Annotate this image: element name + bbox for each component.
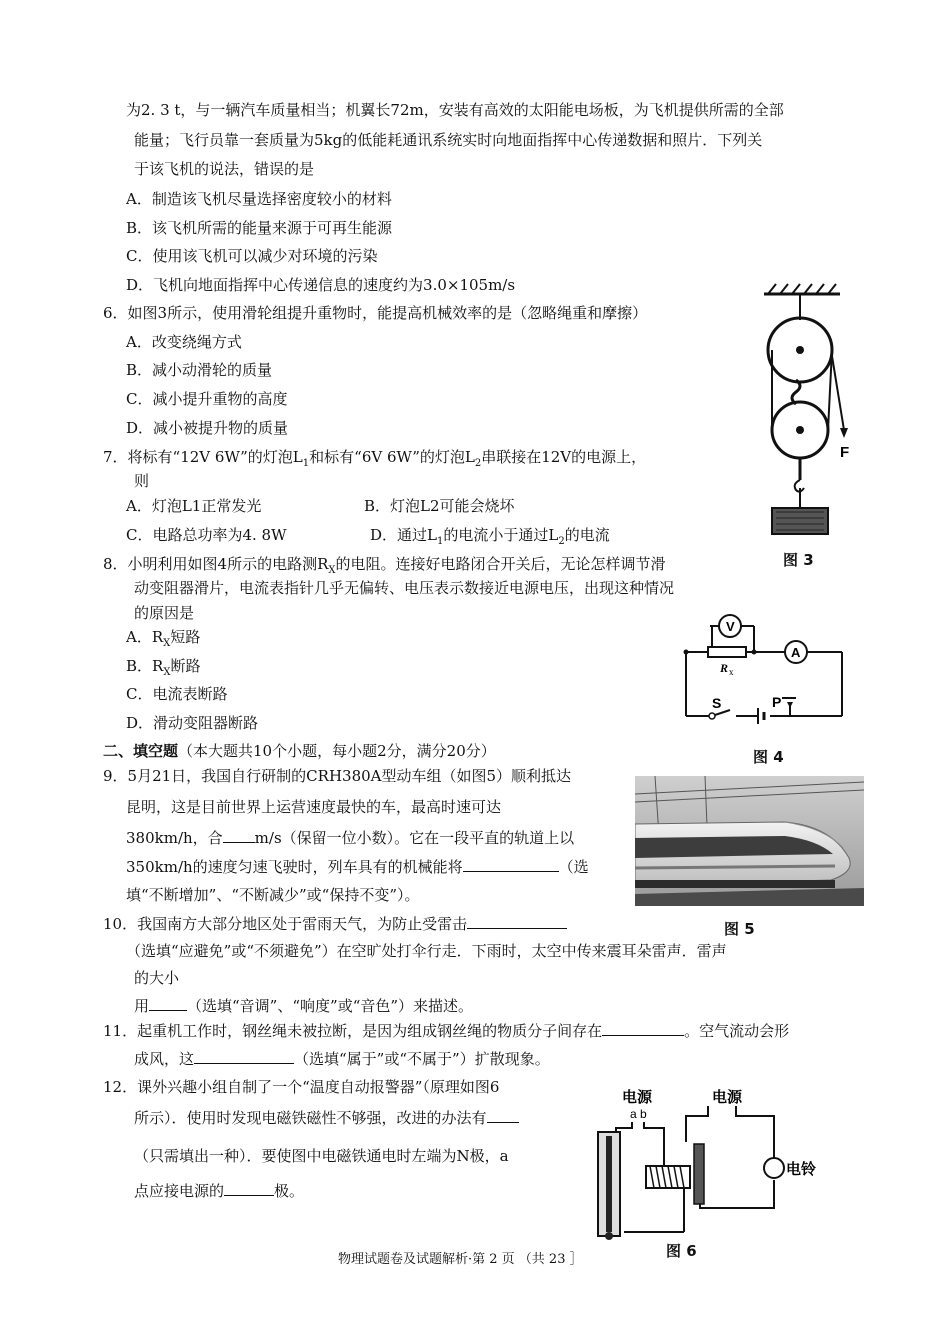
q9-line2: 昆明，这是目前世界上运营速度最快的车，最高时速可达 xyxy=(126,798,502,816)
q8-stem-1 xyxy=(103,554,666,581)
q8-sub: X xyxy=(163,638,171,649)
q9-line5: 填“不断增加”、“不断减少”或“保持不变”）。 xyxy=(126,886,420,904)
q5-option-b: B．该飞机所需的能量来源于可再生能源 xyxy=(126,219,393,237)
figure-4-voltmeter-label: V xyxy=(726,619,735,634)
q7-stem-part: 和标有“6V 6W”的灯泡L xyxy=(309,448,475,466)
q7-sub: 1 xyxy=(302,458,310,469)
figure-5-train-photo xyxy=(635,776,864,906)
q7-stem xyxy=(103,447,646,474)
q11-blank-1[interactable] xyxy=(602,1021,684,1036)
q10-line2: （选填“应避免”或“不须避免”）在空旷处打伞行走．下雨时，太空中传来震耳朵雷声．雷声 xyxy=(126,942,727,960)
page-footer: 物理试题卷及试题解析·第 2 页 （共 23 ］ xyxy=(338,1252,583,1267)
q12-part: 点应接电源的 xyxy=(134,1182,225,1200)
q7-option-b: B．灯泡L2可能会烧坏 xyxy=(364,497,515,515)
q10-line3: 的大小 xyxy=(134,969,180,987)
q8-option-d: D．滑动变阻器断路 xyxy=(126,714,259,732)
q12-blank-1[interactable] xyxy=(487,1108,519,1123)
figure-6-power-label-1: 电源 xyxy=(622,1088,653,1106)
q11-part: 成风，这 xyxy=(134,1050,195,1068)
q11-line1 xyxy=(103,1021,789,1041)
q7-sub: 2 xyxy=(474,458,482,469)
q8-option-b xyxy=(126,656,200,683)
q9-blank-2[interactable] xyxy=(463,857,559,872)
figure-4-resistor-sub: x xyxy=(729,667,734,677)
q10-line4 xyxy=(134,996,473,1016)
q9-line3 xyxy=(126,828,574,848)
q7-sub: 1 xyxy=(437,536,444,547)
q5-option-c: C．使用该飞机可以减少对环境的污染 xyxy=(126,247,378,265)
q8-stem-2: 动变阻器滑片，电流表指针几乎无偏转、电压表示数接近电源电压，出现这种情况 xyxy=(134,579,675,597)
q9-part: （选 xyxy=(558,858,589,876)
q5-line1: 为2. 3 t，与一辆汽车质量相当；机翼长72m，安装有高效的太阳能电场板，为飞机提供所需的全部 xyxy=(126,101,784,119)
figure-6-caption: 图 6 xyxy=(666,1242,697,1260)
q10-part: 10．我国南方大部分地区处于雷雨天气，为防止受雷击 xyxy=(103,915,468,933)
figure-4-slider-label: P xyxy=(772,694,782,710)
q7-stem-part: 串联接在12V的电源上， xyxy=(481,448,647,466)
figure-3-caption: 图 3 xyxy=(783,551,814,569)
q10-part: 用 xyxy=(134,997,150,1015)
section-heading xyxy=(103,741,496,761)
q8-option-c: C．电流表断路 xyxy=(126,685,228,703)
q8-part: 断路 xyxy=(170,657,201,675)
q6-option-b: B．减小动滑轮的质量 xyxy=(126,361,273,379)
q5-line2: 能量；飞行员靠一套质量为5kg的低能耗通讯系统实时向地面指挥中心传递数据和照片．下列关 xyxy=(134,131,763,149)
q8-part: A．R xyxy=(126,628,164,646)
q9-blank-1[interactable] xyxy=(223,828,255,843)
figure-4-caption: 图 4 xyxy=(753,748,784,766)
q8-stem-3: 的原因是 xyxy=(134,604,195,622)
q7-d-part: 的电流小于通过L xyxy=(443,526,559,544)
figure-3-force-label: F xyxy=(840,444,850,461)
q7-d-part: 的电流 xyxy=(564,526,610,544)
q8-part: 的电阻。连接好电路闭合开关后，无论怎样调节滑 xyxy=(335,555,666,573)
q9-part: 380km/h，合 xyxy=(126,829,223,847)
q12-part: 极。 xyxy=(274,1182,305,1200)
q8-part: 8．小明利用如图4所示的电路测R xyxy=(103,555,329,573)
q6-option-a: A．改变绕绳方式 xyxy=(126,333,242,351)
figure-4-switch-label: S xyxy=(712,695,722,711)
q8-part: 短路 xyxy=(170,628,201,646)
figure-4-ammeter-label: A xyxy=(791,645,801,660)
q7-stem-2: 则 xyxy=(134,472,150,490)
q5-line3: 于该飞机的说法，错误的是 xyxy=(134,160,315,178)
q5-option-d: D．飞机向地面指挥中心传递信息的速度约为3.0×105m/s xyxy=(126,276,516,294)
q12-line1: 12．课外兴趣小组自制了一个“温度自动报警器”（原理如图6 xyxy=(103,1078,500,1096)
q7-sub: 2 xyxy=(558,536,565,547)
q6-option-d: D．减小被提升物的质量 xyxy=(126,419,289,437)
q11-part: 。空气流动会形 xyxy=(684,1022,790,1040)
section-title: 二、填空题 xyxy=(103,742,179,760)
figure-4-circuit xyxy=(672,612,850,730)
figure-6-ab-label: a b xyxy=(630,1107,647,1121)
q12-blank-2[interactable] xyxy=(224,1181,274,1196)
q7-option-a: A．灯泡L1正常发光 xyxy=(126,497,262,515)
q10-line1 xyxy=(103,914,567,934)
q9-part: 350km/h的速度匀速飞驶时，列车具有的机械能将 xyxy=(126,858,463,876)
q12-part: 所示）．使用时发现电磁铁磁性不够强，改进的办法有 xyxy=(134,1109,487,1127)
q12-line2 xyxy=(134,1108,519,1128)
q11-line2 xyxy=(134,1049,550,1069)
q12-line4 xyxy=(134,1181,304,1201)
q10-blank-2[interactable] xyxy=(149,996,187,1011)
figure-5-caption: 图 5 xyxy=(724,920,755,938)
q11-part: 11．起重机工作时，钢丝绳未被拉断，是因为组成钢丝绳的物质分子间存在 xyxy=(103,1022,603,1040)
figure-6-alarm-circuit xyxy=(588,1082,838,1242)
q10-part: （选填“音调”、“响度”或“音色”）来描述。 xyxy=(187,997,474,1015)
q8-option-a xyxy=(126,627,200,654)
figure-6-power-label-2: 电源 xyxy=(712,1088,743,1106)
q6-stem: 6．如图3所示，使用滑轮组提升重物时，能提高机械效率的是（忽略绳重和摩擦） xyxy=(103,304,648,322)
figure-6-bell-label: 电铃 xyxy=(786,1160,817,1178)
q10-blank-1[interactable] xyxy=(467,914,567,929)
q6-option-c: C．减小提升重物的高度 xyxy=(126,390,288,408)
q11-part: （选填“属于”或“不属于”）扩散现象。 xyxy=(294,1050,550,1068)
q8-sub: X xyxy=(163,667,171,678)
q8-sub: X xyxy=(328,565,336,576)
q7-option-d xyxy=(370,525,610,552)
q9-part: m/s（保留一位小数）。它在一段平直的轨道上以 xyxy=(254,829,575,847)
figure-4-resistor-label: R xyxy=(720,661,729,675)
q9-line4 xyxy=(126,857,589,877)
q7-d-part: D．通过L xyxy=(370,526,437,544)
figure-3-pulley xyxy=(752,280,862,540)
section-rest: （本大题共10个小题，每小题2分，满分20分） xyxy=(178,742,496,760)
q5-option-a: A．制造该飞机尽量选择密度较小的材料 xyxy=(126,190,392,208)
q7-option-c: C．电路总功率为4. 8W xyxy=(126,526,287,544)
q11-blank-2[interactable] xyxy=(194,1049,294,1064)
q7-stem-part: 7．将标有“12V 6W”的灯泡L xyxy=(103,448,303,466)
q8-part: B．R xyxy=(126,657,164,675)
q12-line3: （只需填出一种）．要使图中电磁铁通电时左端为N极，a xyxy=(134,1147,509,1165)
q9-line1: 9．5月21日，我国自行研制的CRH380A型动车组（如图5）顺利抵达 xyxy=(103,767,572,785)
